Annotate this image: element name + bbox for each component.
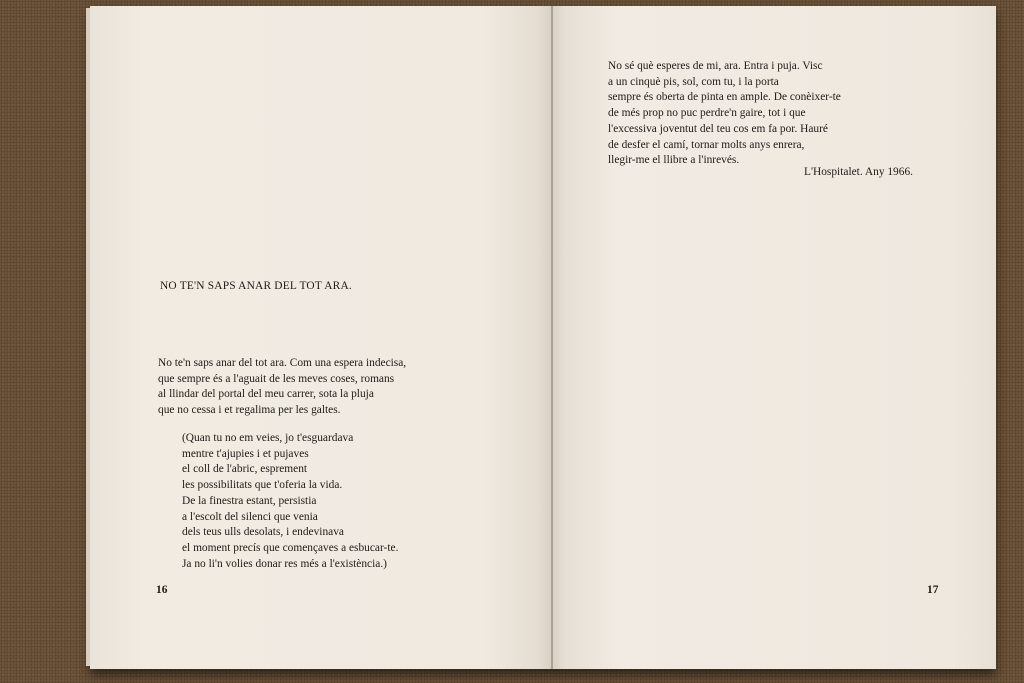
text-line: a l'escolt del silenci que venia — [182, 510, 318, 523]
book-gutter — [551, 6, 553, 669]
paragraph-2 — [182, 431, 398, 572]
paragraph-1 — [158, 356, 406, 419]
text-line: mentre t'ajupies i et pujaves — [182, 447, 309, 460]
text-line: al llindar del portal del meu carrer, sota la pluja — [158, 388, 374, 401]
place-date-signature: L'Hospitalet. Any 1966. — [804, 166, 913, 178]
text-line: l'excessiva joventut del teu cos em fa por. Hauré — [608, 122, 828, 135]
text-line: de més prop no puc perdre'n gaire, tot i que — [608, 107, 806, 120]
left-page — [90, 6, 552, 669]
paragraph-right — [608, 59, 841, 169]
text-line: el coll de l'abric, esprement — [182, 463, 308, 476]
text-line: No sé què esperes de mi, ara. Entra i puja. Visc — [608, 60, 823, 72]
page-number-left: 16 — [156, 584, 168, 596]
text-line: No te'n saps anar del tot ara. Com una espera indecisa, — [158, 357, 407, 369]
text-line: Ja no li'n volies donar res més a l'existència.) — [182, 557, 387, 570]
text-line: De la finestra estant, persistia — [182, 494, 317, 507]
text-line: que no cessa i et regalima per les galtes. — [158, 404, 341, 417]
text-line: dels teus ulls desolats, i endevinava — [182, 526, 344, 539]
page-number-right: 17 — [927, 584, 939, 596]
poem-title: NO TE'N SAPS ANAR DEL TOT ARA. — [160, 280, 352, 292]
text-line: les possibilitats que t'oferia la vida. — [182, 479, 343, 492]
text-line: llegir-me el llibre a l'inrevés. — [608, 154, 740, 167]
text-line: a un cinquè pis, sol, com tu, i la porta — [608, 75, 779, 88]
open-book — [90, 6, 996, 669]
text-line: el moment precís que començaves a esbucar-te. — [182, 541, 399, 554]
right-page — [552, 6, 996, 669]
text-line: sempre és oberta de pinta en ample. De conèixer-te — [608, 91, 841, 104]
text-line: (Quan tu no em veies, jo t'esguardava — [182, 432, 354, 444]
text-line: de desfer el camí, tornar molts anys enrera, — [608, 138, 805, 151]
text-line: que sempre és a l'aguait de les meves coses, romans — [158, 372, 395, 385]
